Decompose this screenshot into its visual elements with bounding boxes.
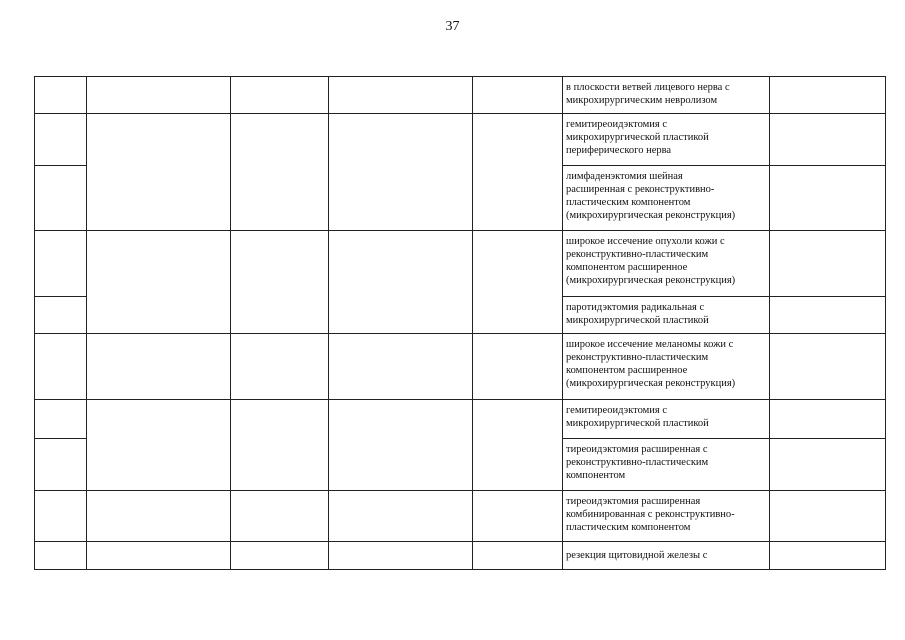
table-cell bbox=[329, 400, 473, 491]
procedure-cell: гемитиреоидэктомия с микрохирургической пластикой bbox=[563, 400, 770, 439]
table-row bbox=[35, 77, 886, 114]
table-row bbox=[35, 491, 886, 542]
table-cell bbox=[231, 491, 329, 542]
table-cell bbox=[231, 400, 329, 491]
table-cell bbox=[329, 491, 473, 542]
table-cell bbox=[473, 114, 563, 231]
procedure-cell: тиреоидэктомия расширенная с реконструктивно-пластическим компонентом bbox=[563, 439, 770, 491]
table-cell bbox=[87, 77, 231, 114]
table-cell bbox=[87, 334, 231, 400]
table-cell bbox=[329, 114, 473, 231]
table-cell bbox=[473, 542, 563, 570]
table-cell bbox=[329, 77, 473, 114]
table-cell bbox=[329, 542, 473, 570]
table-cell bbox=[770, 77, 886, 114]
table-cell bbox=[87, 491, 231, 542]
table-cell bbox=[473, 77, 563, 114]
procedure-cell: тиреоидэктомия расширенная комбинированная с реконструктивно- пластическим компонентом bbox=[563, 491, 770, 542]
procedure-cell: паротидэктомия радикальная с микрохирургической пластикой bbox=[563, 297, 770, 334]
table-cell bbox=[770, 542, 886, 570]
table-cell bbox=[231, 231, 329, 334]
table-cell bbox=[87, 231, 231, 334]
table-cell bbox=[329, 231, 473, 334]
table-cell bbox=[770, 439, 886, 491]
table-cell bbox=[231, 334, 329, 400]
table-row bbox=[35, 231, 886, 297]
procedure-cell: широкое иссечение опухоли кожи с реконструктивно-пластическим компонентом расширенное (микрохирургическая реконструкция) bbox=[563, 231, 770, 297]
table-row bbox=[35, 334, 886, 400]
table-cell bbox=[87, 400, 231, 491]
table-cell bbox=[35, 114, 87, 166]
table-cell bbox=[35, 439, 87, 491]
page-number: 37 bbox=[445, 19, 460, 34]
procedures-table bbox=[34, 76, 886, 570]
table-cell bbox=[770, 114, 886, 166]
table-cell bbox=[35, 297, 87, 334]
table-cell bbox=[35, 77, 87, 114]
procedure-cell: резекция щитовидной железы с bbox=[563, 542, 770, 570]
procedure-cell: гемитиреоидэктомия с микрохирургической пластикой периферического нерва bbox=[563, 114, 770, 166]
procedure-cell: в плоскости ветвей лицевого нерва с микрохирургическим невролизом bbox=[563, 77, 770, 114]
procedure-cell: лимфаденэктомия шейная расширенная с реконструктивно- пластическим компонентом (микрохирургическая реконструкция) bbox=[563, 166, 770, 231]
table-cell bbox=[473, 334, 563, 400]
table-row bbox=[35, 114, 886, 166]
table-cell bbox=[473, 231, 563, 334]
table-cell bbox=[35, 231, 87, 297]
table-cell bbox=[35, 400, 87, 439]
table-cell bbox=[231, 77, 329, 114]
table-row bbox=[35, 400, 886, 439]
procedure-cell: широкое иссечение меланомы кожи с реконструктивно-пластическим компонентом расширенное (микрохирургическая реконструкция) bbox=[563, 334, 770, 400]
table-cell bbox=[231, 114, 329, 231]
table-cell bbox=[473, 400, 563, 491]
table-cell bbox=[770, 491, 886, 542]
table-cell bbox=[770, 334, 886, 400]
table-cell bbox=[770, 166, 886, 231]
table-cell bbox=[231, 542, 329, 570]
table-cell bbox=[329, 334, 473, 400]
table-cell bbox=[473, 491, 563, 542]
table-cell bbox=[87, 114, 231, 231]
table-cell bbox=[770, 400, 886, 439]
table-cell bbox=[35, 166, 87, 231]
table-cell bbox=[770, 297, 886, 334]
table-row bbox=[35, 542, 886, 570]
table-cell bbox=[35, 542, 87, 570]
table-cell bbox=[87, 542, 231, 570]
table-cell bbox=[770, 231, 886, 297]
table-cell bbox=[35, 491, 87, 542]
table-cell bbox=[35, 334, 87, 400]
